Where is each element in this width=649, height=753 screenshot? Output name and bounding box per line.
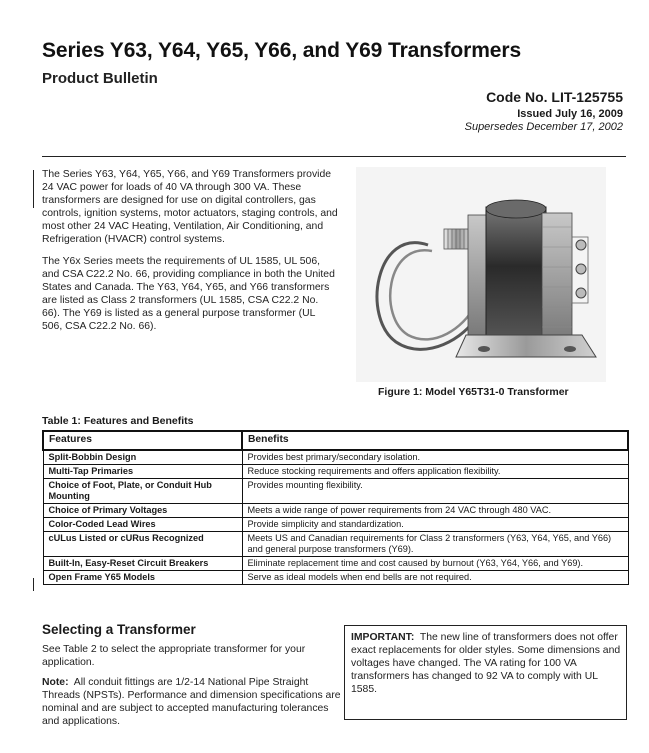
table-row (43, 557, 628, 571)
important-text: The new line of transformers does not offer exact replacements for older styles. Some dimensions and voltages have changed. The VA rating for 100 VA transformers has changed to 92 VA to comply with UL 1585. (351, 632, 621, 695)
feature-cell: cULus Listed or cURus Recognized (43, 532, 242, 557)
table-row (43, 504, 628, 518)
important-label: IMPORTANT: (351, 632, 415, 643)
header-rule (42, 156, 626, 157)
benefit-cell: Meets a wide range of power requirements from 24 VAC through 480 VAC. (242, 504, 628, 518)
page-subtitle: Product Bulletin (42, 70, 158, 87)
table-caption: Table 1: Features and Benefits (42, 415, 194, 427)
feature-cell: Multi-Tap Primaries (43, 465, 242, 479)
section-heading: Selecting a Transformer (42, 622, 196, 637)
transformer-photo (356, 167, 606, 382)
table-header-row (43, 431, 628, 450)
benefit-cell: Provide simplicity and standardization. (242, 518, 628, 532)
table-row (43, 532, 628, 557)
selecting-paragraph: See Table 2 to select the appropriate transformer for your application. (42, 644, 306, 669)
selecting-text (42, 643, 342, 736)
intro-paragraph: The Y6x Series meets the requirements of UL 1585, UL 506, and CSA C22.2 No. 66, providing compliance in both the United States and Canada. The Y63, Y64, Y65, and Y66 transformers are listed as Class 2 transformers (UL 1585, CSA C22.2 No. 66). The Y69 is listed as a general purpose transformer (UL 506, CSA C22.2 No. 66). (42, 255, 335, 333)
table-row (43, 479, 628, 504)
feature-cell: Color-Coded Lead Wires (43, 518, 242, 532)
important-box (344, 625, 627, 720)
change-bar (33, 578, 34, 591)
supersedes-date: Supersedes December 17, 2002 (464, 121, 623, 133)
feature-cell: Choice of Primary Voltages (43, 504, 242, 518)
change-bar (33, 170, 34, 208)
benefit-cell: Provides mounting flexibility. (242, 479, 628, 504)
header-features: Features (43, 431, 242, 450)
table-row (43, 571, 628, 585)
feature-cell: Choice of Foot, Plate, or Conduit Hub Mounting (43, 479, 242, 504)
header-benefits: Benefits (242, 431, 628, 450)
table-row (43, 450, 628, 465)
page-title: Series Y63, Y64, Y65, Y66, and Y69 Transformers (42, 39, 522, 62)
note-paragraph (42, 676, 342, 728)
benefit-cell: Provides best primary/secondary isolation. (242, 450, 628, 465)
intro-paragraph: The Series Y63, Y64, Y65, Y66, and Y69 Transformers provide 24 VAC power for loads of 40 VA through 300 VA. These transformers are designed for use on digital controllers, gas controls, ignition systems, motor actuators, staging controls, and most other 24 VAC Heating, Ventilation, Air Conditioning, and Refrigeration (HVACR) control systems. (42, 169, 338, 246)
code-number: Code No. LIT-125755 (486, 89, 623, 105)
intro-text (42, 168, 338, 341)
note-label: Note: (42, 677, 69, 689)
benefit-cell: Meets US and Canadian requirements for Class 2 transformers (Y63, Y64, Y65, and Y66) and general purpose transformers (Y69). (242, 532, 628, 557)
feature-cell: Open Frame Y65 Models (43, 571, 242, 585)
benefit-cell: Serve as ideal models when end bells are not required. (242, 571, 628, 585)
feature-cell: Built-In, Easy-Reset Circuit Breakers (43, 557, 242, 571)
benefit-cell: Eliminate replacement time and cost caused by burnout (Y63, Y64, Y66, and Y69). (242, 557, 628, 571)
table-row (43, 465, 628, 479)
transformer-illustration (356, 167, 606, 382)
issued-date: Issued July 16, 2009 (517, 108, 623, 120)
features-table (42, 430, 629, 585)
feature-cell: Split-Bobbin Design (43, 450, 242, 465)
table-row (43, 518, 628, 532)
note-text: All conduit fittings are 1/2-14 National Pipe Straight Threads (NPSTs). Performance and dimension specifications are nominal and are subject to accepted manufacturing tolerances and applications. (42, 677, 341, 728)
benefit-cell: Reduce stocking requirements and offers application flexibility. (242, 465, 628, 479)
figure-caption: Figure 1: Model Y65T31-0 Transformer (378, 386, 569, 398)
